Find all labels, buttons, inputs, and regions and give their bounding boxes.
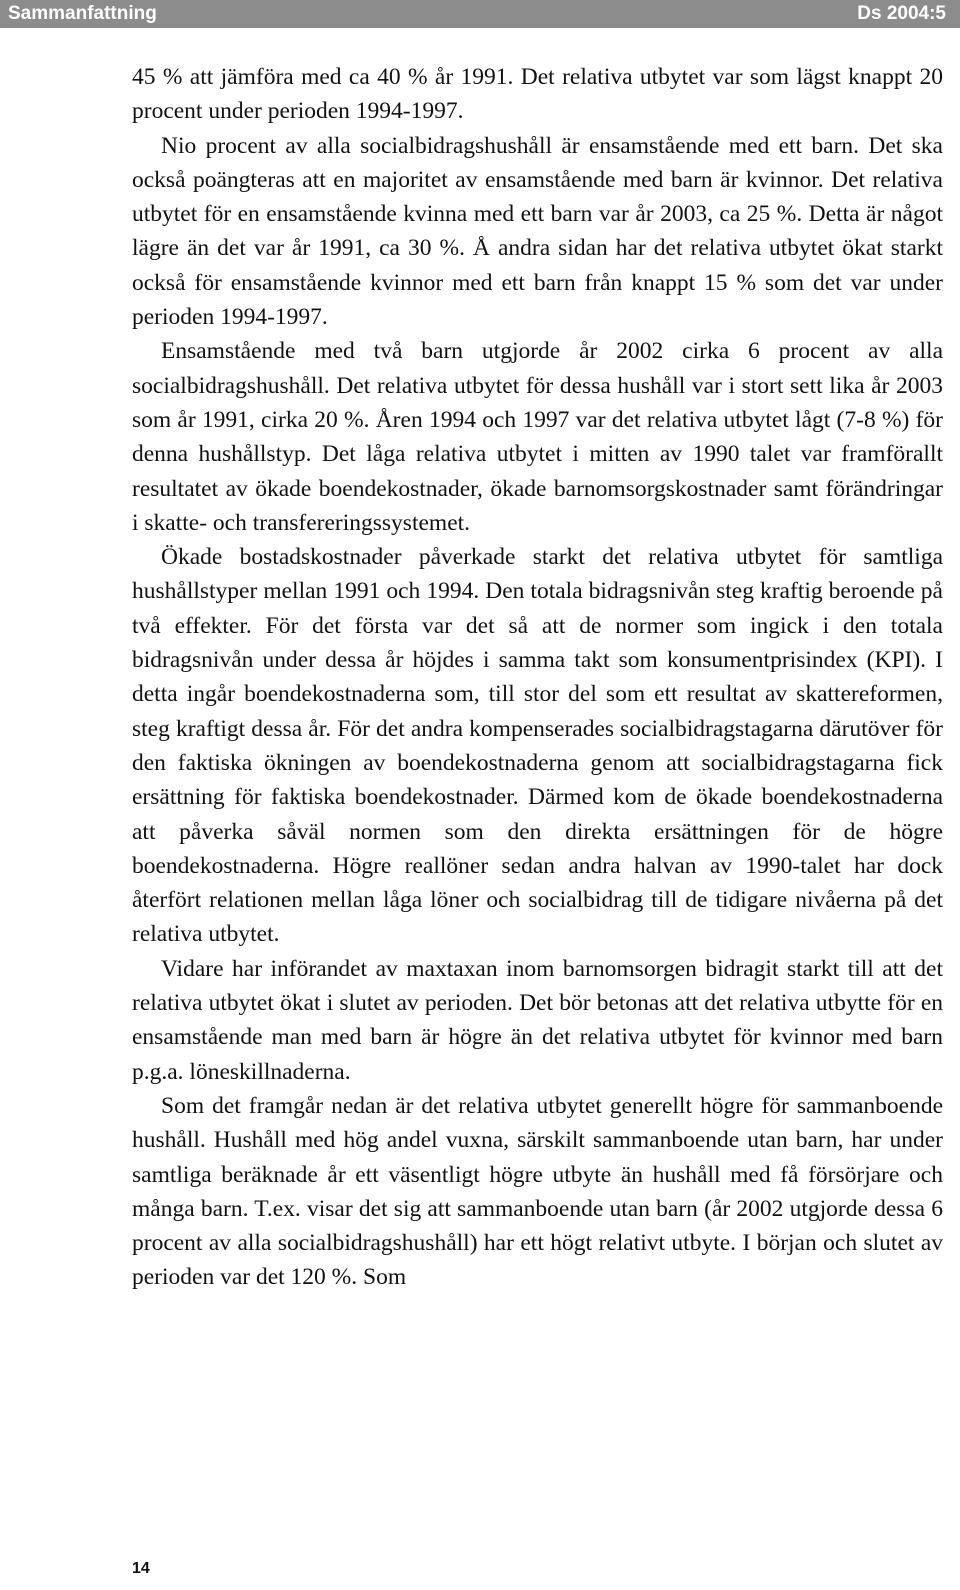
paragraph: Vidare har införandet av maxtaxan inom barnomsorgen bidragit starkt till att det relativa utbytet ökat i slutet av perioden. Det bör betonas att det relativa utbytte för en ensamstående man med barn är högre än det relativa utbytet för kvinnor med barn p.g.a. löneskillnaderna. — [132, 955, 943, 1085]
paragraph: Nio procent av alla socialbidragshushåll är ensamstående med ett barn. Det ska också poängteras att en majoritet av ensamstående med barn är kvinnor. Det relativa utbytet för en ensamstående kvinna med ett barn var år 2003, ca 25 %. Detta är något lägre än det var år 1991, ca 30 %. Å andra sidan har det relativa utbytet ökat starkt också för ensamstående kvinnor med ett barn från knappt 15 % som det var under perioden 1994-1997. — [132, 132, 943, 331]
paragraph: Som det framgår nedan är det relativa utbytet generellt högre för sammanboende hushåll. Hushåll med hög andel vuxna, särskilt sammanboende utan barn, har under samtliga beräknade år ett väsentligt högre utbyte än hushåll med få försörjare och många barn. T.ex. visar det sig att sammanboende utan barn (år 2002 utgjorde dessa 6 procent av alla socialbidragshushåll) har ett högt relativt utbyte. I början och slutet av perioden var det 120 %. Som — [132, 1092, 943, 1291]
paragraph: 45 % att jämföra med ca 40 % år 1991. Det relativa utbytet var som lägst knappt 20 procent under perioden 1994-1997. — [132, 64, 943, 125]
paragraph: Ökade bostadskostnader påverkade starkt det relativa utbytet för samtliga hushållstyper mellan 1991 och 1994. Den totala bidragsnivån steg kraftig beroende på två effekter. För det första var det så att de normer som ingick i den totala bidragsnivån under dessa år höjdes i samma takt som konsumentprisindex (KPI). I detta ingår boendekostnaderna som, till stor del som ett resultat av skattereformen, steg kraftigt dessa år. För det andra kompenserades socialbidragstagarna därutöver för den faktiska ökningen av boendekostnaderna genom att socialbidragstagarna fick ersättning för faktiska boendekostnader. Därmed kom de ökade boendekostnaderna att påverka såväl normen som den direkta ersättningen för de högre boendekostnaderna. Högre reallöner sedan andra halvan av 1990-talet har dock återfört relationen mellan låga löner och socialbidrag till de tidigare nivåerna på det relativa utbytet. — [132, 544, 943, 948]
section-title: Sammanfattning — [8, 3, 157, 24]
paragraph: Ensamstående med två barn utgjorde år 2002 cirka 6 procent av alla socialbidragshushåll. Det relativa utbytet för dessa hushåll var i stort sett lika år 2003 som år 1991, cirka 20 %. Åren 1994 och 1997 var det relativa utbytet lågt (7-8 %) för denna hushållstyp. Det låga relativa utbytet i mitten av 1990 talet var framförallt resultatet av ökade boendekostnader, ökade barnomsorgskostnader samt förändringar i skatte- och transfereringssystemet. — [132, 338, 943, 536]
page-header — [0, 0, 960, 28]
body-text — [132, 60, 943, 1295]
page-number: 14 — [132, 1560, 150, 1577]
document-id: Ds 2004:5 — [857, 3, 946, 24]
